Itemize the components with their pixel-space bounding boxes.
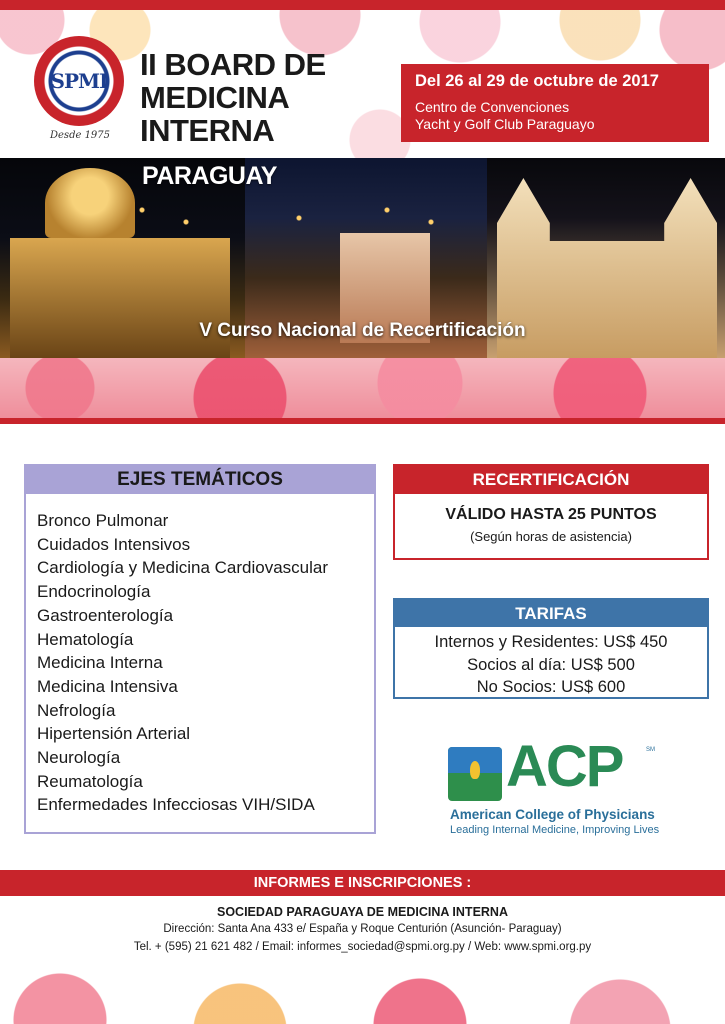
tarifas-list (395, 627, 707, 699)
list-item: Enfermedades Infecciosas VIH/SIDA (37, 795, 315, 815)
recertificacion-points: VÁLIDO HASTA 25 PUNTOS (445, 506, 657, 523)
dome-shape (45, 168, 135, 238)
lace-decoration-middle (0, 358, 725, 424)
city-lights (255, 198, 475, 238)
spmi-logo (34, 36, 124, 126)
list-item: Medicina Interna (37, 653, 163, 673)
recertificacion-box (393, 464, 709, 560)
acp-logo (446, 734, 666, 845)
list-item: Gastroenterología (37, 605, 174, 625)
ejes-tematicos-box (24, 464, 376, 834)
ejes-heading: EJES TEMÁTICOS (26, 466, 374, 494)
list-item: Hipertensión Arterial (37, 724, 191, 744)
acp-name: American College of Physicians (450, 807, 655, 822)
title-line-3: INTERNA (140, 113, 275, 148)
informes-bar: INFORMES E INSCRIPCIONES : (0, 870, 725, 896)
logo-mark: SPMI (50, 69, 108, 93)
event-date-box (401, 64, 709, 142)
contact-line: Tel. + (595) 21 621 482 / Email: informes_sociedad@spmi.org.py / Web: www.spmi.org.py (133, 941, 592, 953)
country-label: PARAGUAY (142, 162, 277, 190)
event-dates: Del 26 al 29 de octubre de 2017 (415, 72, 659, 90)
list-item: Internos y Residentes: US$ 450 (434, 633, 668, 651)
list-item: Socios al día: US$ 500 (467, 655, 635, 674)
list-item: Cuidados Intensivos (37, 534, 191, 554)
lace-decoration-bottom (0, 960, 725, 1024)
acp-service-mark: SM (646, 747, 655, 753)
recertificacion-note: (Según horas de asistencia) (470, 529, 632, 544)
acp-tagline: Leading Internal Medicine, Improving Lives (450, 824, 660, 836)
acp-wordmark: ACP (506, 734, 623, 799)
tarifas-box (393, 598, 709, 699)
title-line-2: MEDICINA (140, 80, 290, 115)
list-item: Reumatología (37, 771, 143, 791)
list-item: Bronco Pulmonar (37, 511, 169, 530)
event-title (140, 48, 380, 147)
torch-icon (448, 747, 502, 801)
organization-name: SOCIEDAD PARAGUAYA DE MEDICINA INTERNA (216, 905, 508, 919)
recertificacion-heading: RECERTIFICACIÓN (395, 466, 707, 494)
list-item: No Socios: US$ 600 (476, 678, 626, 696)
list-item: Medicina Intensiva (37, 676, 178, 696)
list-item: Cardiología y Medicina Cardiovascular (37, 558, 329, 578)
list-item: Hematología (37, 629, 134, 649)
ejes-list (26, 494, 374, 817)
tarifas-heading: TARIFAS (395, 600, 707, 627)
list-item: Neurología (37, 748, 121, 768)
venue-line-2: Yacht y Golf Club Paraguayo (415, 116, 595, 132)
list-item: Endocrinología (37, 582, 151, 602)
course-title: V Curso Nacional de Recertificación (199, 320, 526, 341)
title-line-1: II BOARD DE (140, 47, 326, 82)
logo-caption: Desde 1975 (50, 130, 111, 141)
list-item: Nefrología (37, 700, 116, 720)
address-line: Dirección: Santa Ana 433 e/ España y Roque Centurión (Asunción- Paraguay) (163, 923, 562, 935)
venue-line-1: Centro de Convenciones (415, 99, 570, 115)
